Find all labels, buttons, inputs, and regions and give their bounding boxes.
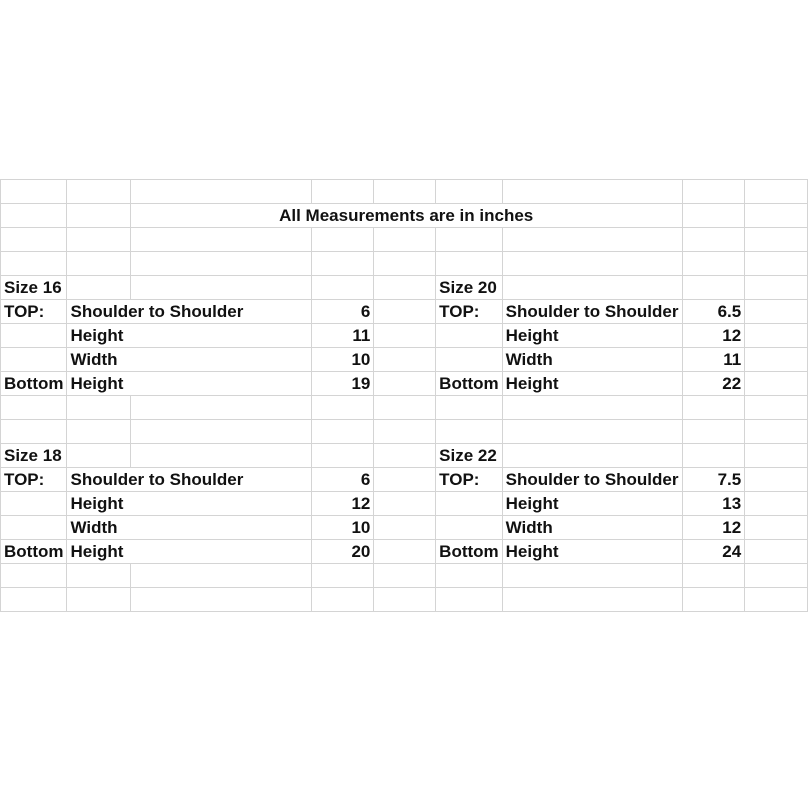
section-label-cell[interactable]: Bottom	[1, 540, 67, 564]
sheet-row	[1, 516, 808, 540]
measure-value-cell[interactable]: 7.5	[682, 468, 745, 492]
cell[interactable]	[1, 492, 67, 516]
cell[interactable]	[436, 516, 502, 540]
cell[interactable]	[502, 180, 682, 204]
size-label-cell[interactable]: Size 22	[436, 444, 502, 468]
cell[interactable]	[67, 588, 130, 612]
sheet-row	[1, 396, 808, 420]
sheet-row	[1, 204, 808, 228]
measure-value-cell[interactable]: 6	[311, 468, 374, 492]
cell[interactable]	[1, 252, 67, 276]
cell[interactable]	[374, 252, 436, 276]
cell[interactable]	[1, 228, 67, 252]
measure-name-cell[interactable]: Height	[502, 372, 682, 396]
sheet-row	[1, 444, 808, 468]
cell[interactable]	[67, 204, 130, 228]
cell[interactable]	[1, 420, 67, 444]
cell[interactable]	[745, 300, 808, 324]
measure-value-cell[interactable]: 6.5	[682, 300, 745, 324]
sheet-row	[1, 468, 808, 492]
cell[interactable]	[130, 588, 311, 612]
cell[interactable]	[374, 396, 436, 420]
cell[interactable]	[682, 396, 745, 420]
cell[interactable]	[682, 276, 745, 300]
cell[interactable]	[67, 252, 130, 276]
measure-name-cell[interactable]: Height	[502, 324, 682, 348]
cell[interactable]	[311, 444, 374, 468]
sheet-row	[1, 300, 808, 324]
measure-name-cell[interactable]: Height	[502, 492, 682, 516]
cell[interactable]	[1, 204, 67, 228]
cell[interactable]	[502, 396, 682, 420]
cell[interactable]	[745, 468, 808, 492]
measure-name-cell[interactable]: Shoulder to Shoulder	[67, 468, 311, 492]
cell[interactable]	[374, 324, 436, 348]
size-label-cell[interactable]: Size 18	[1, 444, 67, 468]
measure-value-cell[interactable]: 11	[311, 324, 374, 348]
measure-name-cell[interactable]: Width	[502, 516, 682, 540]
cell[interactable]	[311, 276, 374, 300]
cell[interactable]	[311, 396, 374, 420]
cell[interactable]	[374, 372, 436, 396]
cell[interactable]	[436, 396, 502, 420]
cell[interactable]	[374, 180, 436, 204]
cell[interactable]	[67, 228, 130, 252]
sheet-row	[1, 420, 808, 444]
measure-value-cell[interactable]: 12	[682, 324, 745, 348]
cell[interactable]	[130, 444, 311, 468]
sheet-row	[1, 348, 808, 372]
cell[interactable]	[130, 396, 311, 420]
cell[interactable]	[502, 564, 682, 588]
cell[interactable]	[1, 180, 67, 204]
cell[interactable]	[745, 204, 808, 228]
cell[interactable]	[745, 492, 808, 516]
cell[interactable]	[311, 420, 374, 444]
cell[interactable]	[745, 324, 808, 348]
cell[interactable]	[67, 276, 130, 300]
cell[interactable]	[374, 420, 436, 444]
cell[interactable]	[682, 564, 745, 588]
measure-name-cell[interactable]: Shoulder to Shoulder	[502, 300, 682, 324]
cell[interactable]	[745, 564, 808, 588]
cell[interactable]	[502, 444, 682, 468]
measure-name-cell[interactable]: Width	[67, 348, 311, 372]
measure-value-cell[interactable]: 11	[682, 348, 745, 372]
cell[interactable]	[436, 420, 502, 444]
cell[interactable]	[67, 564, 130, 588]
measure-value-cell[interactable]: 10	[311, 348, 374, 372]
cell[interactable]	[1, 396, 67, 420]
cell[interactable]	[374, 300, 436, 324]
cell[interactable]	[67, 180, 130, 204]
cell[interactable]	[374, 492, 436, 516]
sheet-row	[1, 540, 808, 564]
section-label-cell[interactable]: TOP:	[1, 300, 67, 324]
cell[interactable]	[682, 180, 745, 204]
cell[interactable]	[436, 228, 502, 252]
cell[interactable]	[745, 372, 808, 396]
cell[interactable]	[1, 324, 67, 348]
cell[interactable]	[1, 588, 67, 612]
cell[interactable]	[311, 564, 374, 588]
cell[interactable]	[130, 420, 311, 444]
cell[interactable]	[1, 564, 67, 588]
measure-name-cell[interactable]: Width	[67, 516, 311, 540]
cell[interactable]	[436, 588, 502, 612]
cell[interactable]	[67, 420, 130, 444]
cell[interactable]	[745, 348, 808, 372]
cell[interactable]	[311, 588, 374, 612]
measure-name-cell[interactable]: Shoulder to Shoulder	[502, 468, 682, 492]
cell[interactable]	[436, 324, 502, 348]
measure-name-cell[interactable]: Height	[67, 540, 311, 564]
cell[interactable]	[502, 228, 682, 252]
cell[interactable]	[682, 252, 745, 276]
sheet-row	[1, 228, 808, 252]
section-label-cell[interactable]: TOP:	[436, 300, 502, 324]
sheet-row	[1, 492, 808, 516]
cell[interactable]	[682, 204, 745, 228]
cell[interactable]	[682, 228, 745, 252]
cell[interactable]	[436, 348, 502, 372]
section-label-cell[interactable]: Bottom	[436, 372, 502, 396]
cell[interactable]	[130, 564, 311, 588]
measure-name-cell[interactable]: Height	[502, 540, 682, 564]
cell[interactable]	[745, 540, 808, 564]
measure-value-cell[interactable]: 13	[682, 492, 745, 516]
cell[interactable]	[130, 252, 311, 276]
cell[interactable]	[745, 180, 808, 204]
cell[interactable]	[745, 276, 808, 300]
measurements-title-cell[interactable]: All Measurements are in inches	[130, 204, 682, 228]
measure-value-cell[interactable]: 6	[311, 300, 374, 324]
sheet-row	[1, 276, 808, 300]
cell[interactable]	[130, 228, 311, 252]
cell[interactable]	[374, 348, 436, 372]
sheet-row	[1, 180, 808, 204]
section-label-cell[interactable]: TOP:	[1, 468, 67, 492]
cell[interactable]	[311, 180, 374, 204]
cell[interactable]	[682, 588, 745, 612]
cell[interactable]	[745, 252, 808, 276]
cell[interactable]	[374, 228, 436, 252]
measure-value-cell[interactable]: 19	[311, 372, 374, 396]
measure-value-cell[interactable]: 20	[311, 540, 374, 564]
cell[interactable]	[311, 252, 374, 276]
section-label-cell[interactable]: Bottom	[436, 540, 502, 564]
cell[interactable]	[374, 588, 436, 612]
cell[interactable]	[374, 468, 436, 492]
sheet-row	[1, 324, 808, 348]
sheet-row	[1, 588, 808, 612]
cell[interactable]	[745, 444, 808, 468]
cell[interactable]	[1, 348, 67, 372]
cell[interactable]	[502, 252, 682, 276]
cell[interactable]	[67, 444, 130, 468]
measure-name-cell[interactable]: Height	[67, 324, 311, 348]
measure-name-cell[interactable]: Width	[502, 348, 682, 372]
cell[interactable]	[1, 516, 67, 540]
cell[interactable]	[374, 276, 436, 300]
cell[interactable]	[311, 228, 374, 252]
size-label-cell[interactable]: Size 16	[1, 276, 67, 300]
cell[interactable]	[502, 276, 682, 300]
cell[interactable]	[436, 492, 502, 516]
measure-value-cell[interactable]: 12	[682, 516, 745, 540]
cell[interactable]	[436, 252, 502, 276]
measure-value-cell[interactable]: 10	[311, 516, 374, 540]
measure-value-cell[interactable]: 22	[682, 372, 745, 396]
section-label-cell[interactable]: Bottom	[1, 372, 67, 396]
cell[interactable]	[374, 564, 436, 588]
cell[interactable]	[745, 516, 808, 540]
measure-name-cell[interactable]: Height	[67, 372, 311, 396]
cell[interactable]	[130, 180, 311, 204]
cell[interactable]	[67, 396, 130, 420]
cell[interactable]	[682, 444, 745, 468]
cell[interactable]	[745, 396, 808, 420]
sheet-row	[1, 564, 808, 588]
cell[interactable]	[436, 180, 502, 204]
cell[interactable]	[374, 516, 436, 540]
section-label-cell[interactable]: TOP:	[436, 468, 502, 492]
measure-name-cell[interactable]: Shoulder to Shoulder	[67, 300, 311, 324]
cell[interactable]	[745, 588, 808, 612]
cell[interactable]	[682, 420, 745, 444]
sheet-row	[1, 252, 808, 276]
cell[interactable]	[374, 444, 436, 468]
spreadsheet-grid	[0, 179, 808, 612]
measure-value-cell[interactable]: 24	[682, 540, 745, 564]
cell[interactable]	[130, 276, 311, 300]
cell[interactable]	[502, 588, 682, 612]
cell[interactable]	[745, 228, 808, 252]
measure-name-cell[interactable]: Height	[67, 492, 311, 516]
measure-value-cell[interactable]: 12	[311, 492, 374, 516]
cell[interactable]	[374, 540, 436, 564]
sheet-row	[1, 372, 808, 396]
cell[interactable]	[502, 420, 682, 444]
cell[interactable]	[745, 420, 808, 444]
cell[interactable]	[436, 564, 502, 588]
size-label-cell[interactable]: Size 20	[436, 276, 502, 300]
